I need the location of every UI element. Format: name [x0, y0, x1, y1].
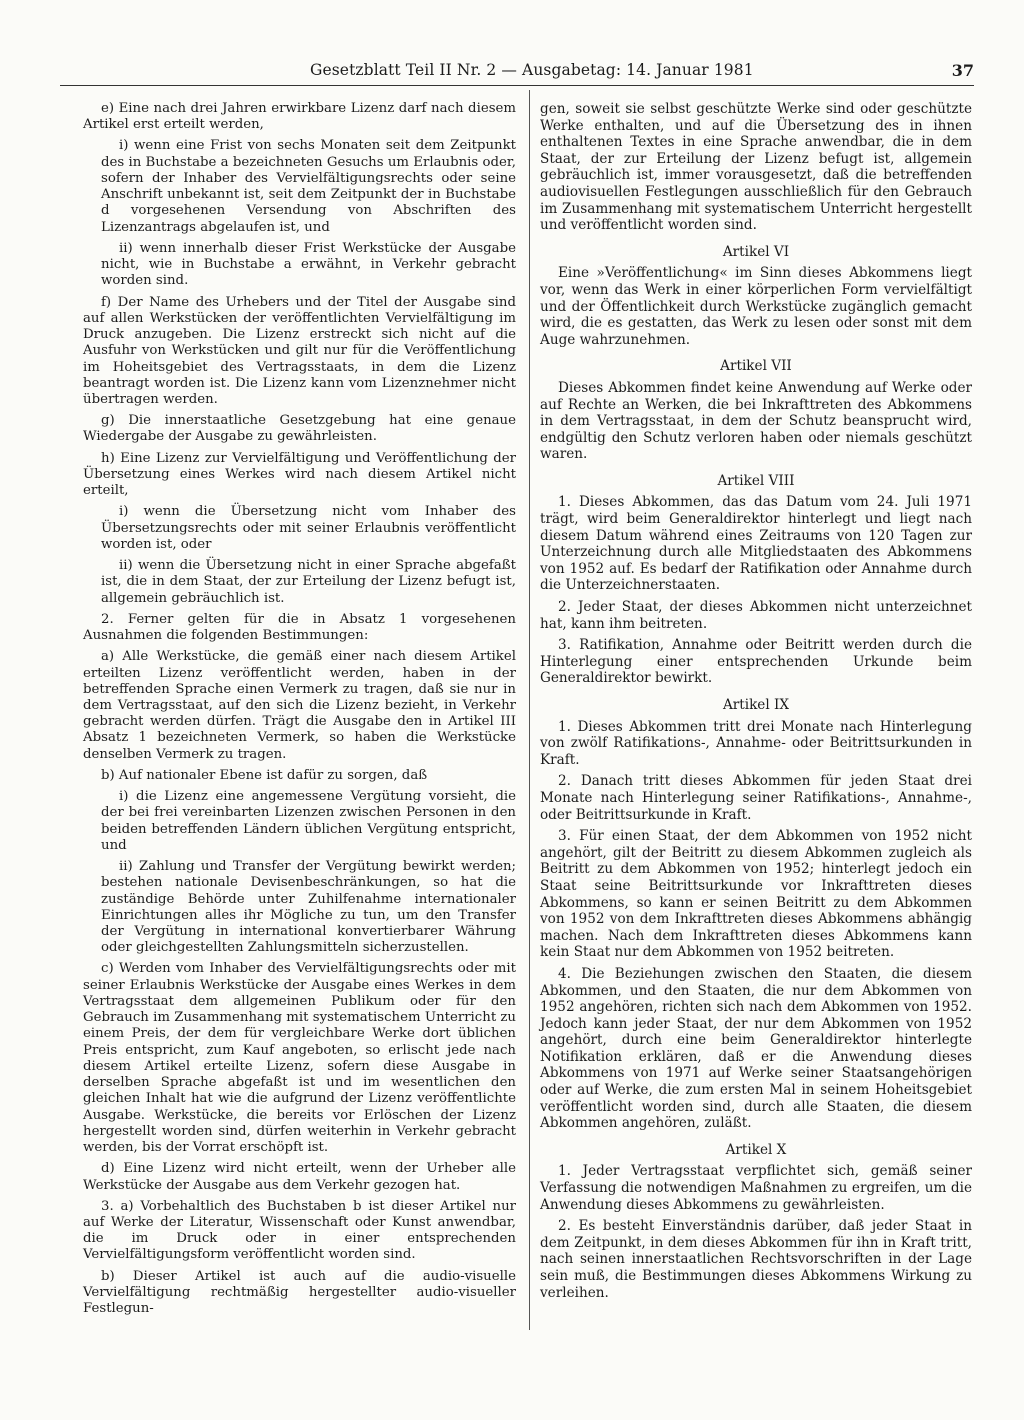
paragraph: 3. a) Vorbehaltlich des Buchstaben b ist dieser Artikel nur auf Werke der Literatur, Wissenschaft oder Kunst anwendbar, die im Druck oder in einer entsprechenden Vervielfältigungsform veröffentlicht worden sind. [83, 1198, 516, 1263]
paragraph: 2. Danach tritt dieses Abkommen für jeden Staat drei Monate nach Hinterlegung seiner Ratifikations-, Annahme-, oder Beitrittsurkunde in Kraft. [540, 773, 972, 823]
sub-paragraph: ii) Zahlung und Transfer der Vergütung bewirkt werden; bestehen nationale Devisenbeschränkungen, so hat die zuständige Behörde unter Zuhilfenahme internationaler Einrichtungen alles ihr Mögliche zu tun, um den Transfer der Vergütung in international konvertierbarer Währung oder gleichgestellten Zahlungsmitteln sicherzustellen. [101, 859, 516, 956]
paragraph: a) Alle Werkstücke, die gemäß einer nach diesem Artikel erteilten Lizenz veröffentlicht werden, haben in der betreffenden Sprache einen Vermerk zu tragen, daß sie nur in dem Vertragsstaat, auf den sich die Lizenz bezieht, in Verkehr gebracht werden dürfen. Trägt die Ausgabe den in Artikel III Absatz 1 bezeichneten Vermerk, so haben die Werkstücke denselben Vermerk zu tragen. [83, 649, 516, 762]
paragraph: h) Eine Lizenz zur Vervielfältigung und Veröffentlichung der Übersetzung eines Werkes wird nach diesem Artikel nicht erteilt, [83, 450, 516, 499]
article-heading: Artikel VIII [717, 472, 795, 489]
sub-paragraph: i) wenn die Übersetzung nicht vom Inhaber des Übersetzungsrechts oder mit seiner Erlaubnis veröffentlicht worden ist, oder [101, 504, 516, 552]
paragraph: 2. Es besteht Einverständnis darüber, daß jeder Staat in dem Zeitpunkt, in dem dieses Abkommen für ihn in Kraft tritt, nach seinen innerstaatlichen Rechtsvorschriften in der Lage sein muß, die Bestimmungen dieses Abkommens Wirkung zu verleihen. [540, 1218, 972, 1301]
paragraph: c) Werden vom Inhaber des Vervielfältigungsrechts oder mit seiner Erlaubnis Werkstücke der Ausgabe eines Werkes in dem Vertragsstaat dem allgemeinen Publikum oder für den Gebrauch im Zusammenhang mit systematischem Unterricht zu einem Preis, der dem für vergleichbare Werke dort üblichen Preis entspricht, zum Kauf angeboten, so erlischt jede nach diesem Artikel erteilte Lizenz, sofern diese Ausgabe in derselben Sprache abgefaßt ist und im wesentlichen den gleichen Inhalt hat wie die aufgrund der Lizenz veröffentlichte Ausgabe. Werkstücke, die bereits vor Erlöschen der Lizenz hergestellt worden sind, dürfen weiterhin in Verkehr gebracht werden, bis der Vorrat erschöpft ist. [83, 961, 516, 1156]
left-column [83, 101, 516, 1322]
paragraph: Dieses Abkommen findet keine Anwendung auf Werke oder auf Rechte an Werken, die bei Inkrafttreten des Abkommens in dem Vertragsstaat, in dem der Schutz beansprucht wird, endgültig den Schutz verloren haben oder niemals geschützt waren. [540, 379, 972, 463]
paragraph: b) Auf nationaler Ebene ist dafür zu sorgen, daß [101, 767, 428, 783]
column-divider [529, 90, 530, 1330]
paragraph: 1. Jeder Vertragsstaat verpflichtet sich, gemäß seiner Verfassung die notwendigen Maßnahmen zu ergreifen, um die Anwendung dieses Abkommens zu gewährleisten. [540, 1163, 972, 1213]
paragraph: 1. Dieses Abkommen, das das Datum vom 24. Juli 1971 trägt, wird beim Generaldirektor hinterlegt und liegt nach diesem Datum während eines Zeitraums von 120 Tagen zur Unterzeichnung durch alle Mitgliedstaaten des Abkommens von 1952 auf. Es bedarf der Ratifikation oder Annahme durch die Unterzeichnerstaaten. [540, 494, 972, 594]
paragraph: d) Eine Lizenz wird nicht erteilt, wenn der Urheber alle Werkstücke der Ausgabe aus dem Verkehr gezogen hat. [83, 1161, 516, 1193]
paragraph: 1. Dieses Abkommen tritt drei Monate nach Hinterlegung von zwölf Ratifikations-, Annahme- oder Beitrittsurkunden in Kraft. [540, 718, 972, 768]
sub-paragraph: i) wenn eine Frist von sechs Monaten seit dem Zeitpunkt des in Buchstabe a bezeichneten Gesuchs um Erlaubnis oder, sofern der Inhaber des Vervielfältigungsrechts oder seine Anschrift unbekannt ist, seit dem Zeitpunkt der in Buchstabe d vorgesehenen Versendung von Abschriften des Lizenzantrags abgelaufen ist, und [101, 138, 516, 235]
paragraph: 2. Jeder Staat, der dieses Abkommen nicht unterzeichnet hat, kann ihm beitreten. [540, 599, 972, 632]
paragraph: e) Eine nach drei Jahren erwirkbare Lizenz darf nach diesem Artikel erst erteilt werden, [83, 101, 516, 133]
article-heading: Artikel VII [720, 358, 792, 375]
paragraph: gen, soweit sie selbst geschützte Werke sind oder geschützte Werke enthalten, und auf die Übersetzung des in ihnen enthaltenen Textes in eine Sprache anwendbar, die in dem Staat, der zur Erteilung der Lizenz befugt ist, allgemein gebräuchlich ist, immer vorausgesetzt, daß die betreffenden audiovisuellen Festlegungen ausschließlich für den Gebrauch im Zusammenhang mit systematischem Unterricht hergestellt und veröffentlicht worden sind. [540, 101, 972, 234]
paragraph: 2. Ferner gelten für die in Absatz 1 vorgesehenen Ausnahmen die folgenden Bestimmungen: [83, 611, 516, 644]
article-heading: Artikel IX [722, 697, 790, 713]
sub-paragraph: ii) wenn die Übersetzung nicht in einer Sprache abgefaßt ist, die in dem Staat, der zur Erteilung der Lizenz befugt ist, allgemein gebräuchlich ist. [101, 558, 516, 606]
paragraph: 3. Für einen Staat, der dem Abkommen von 1952 nicht angehört, gilt der Beitritt zu diesem Abkommen zugleich als Beitritt zu dem Abkommen von 1952; hinterlegt jedoch ein Staat seine Beitrittsurkunde vor Inkrafttreten dieses Abkommens, so kann er seinen Beitritt zu dem Abkommen von 1952 von dem Inkrafttreten dieses Abkommens abhängig machen. Nach dem Inkrafttreten dieses Abkommens kann kein Staat nur dem Abkommen von 1952 beitreten. [540, 828, 972, 961]
paragraph: b) Dieser Artikel ist auch auf die audio-visuelle Vervielfältigung rechtmäßig hergestellter audio-visueller Festlegun- [83, 1268, 516, 1317]
page-header [60, 61, 974, 86]
header-title: Gesetzblatt Teil II Nr. 2 — Ausgabetag: 14. Januar 1981 [310, 61, 754, 79]
paragraph: Eine »Veröffentlichung« im Sinn dieses Abkommens liegt vor, wenn das Werk in einer körperlichen Form vervielfältigt und der Öffentlichkeit durch Werkstücke zugänglich gemacht wird, die es gestatten, das Werk zu lesen oder sonst mit dem Auge wahrzunehmen. [540, 265, 972, 348]
paragraph: f) Der Name des Urhebers und der Titel der Ausgabe sind auf allen Werkstücken der veröffentlichten Vervielfältigung im Druck anzugeben. Die Lizenz erstreckt sich nicht auf die Ausfuhr von Werkstücken und gilt nur für die Veröffentlichung im Hoheitsgebiet des Vertragsstaats, in dem die Lizenz beantragt worden ist. Die Lizenz kann vom Lizenznehmer nicht übertragen werden. [83, 294, 516, 407]
right-column [540, 101, 972, 1306]
sub-paragraph: ii) wenn innerhalb dieser Frist Werkstücke der Ausgabe nicht, wie in Buchstabe a erwähnt, in Verkehr gebracht worden sind. [101, 240, 516, 289]
paragraph: g) Die innerstaatliche Gesetzgebung hat eine genaue Wiedergabe der Ausgabe zu gewährleisten. [83, 413, 516, 445]
paragraph: 3. Ratifikation, Annahme oder Beitritt werden durch die Hinterlegung einer entsprechenden Urkunde beim Generaldirektor bewirkt. [540, 637, 972, 687]
sub-paragraph: i) die Lizenz eine angemessene Vergütung vorsieht, die der bei frei vereinbarten Lizenzen zwischen Personen in den beiden betreffenden Ländern üblichen Vergütung entspricht, und [101, 789, 516, 853]
page-number: 37 [951, 61, 974, 80]
article-heading: Artikel X [725, 1141, 787, 1158]
paragraph: 4. Die Beziehungen zwischen den Staaten, die diesem Abkommen, und den Staaten, die nur dem Abkommen von 1952 angehören, richten sich nach dem Abkommen von 1952. Jedoch kann jeder Staat, der nur dem Abkommen von 1952 angehört, durch eine beim Generaldirektor hinterlegte Notifikation erklären, daß er die Anwendung dieses Abkommens von 1971 auf Werke seiner Staatsangehörigen oder auf Werke, die zum ersten Mal in seinem Hoheitsgebiet veröffentlicht worden sind, durch alle Staaten, die diesem Abkommen angehören, zuläßt. [540, 965, 972, 1132]
article-heading: Artikel VI [722, 243, 790, 260]
